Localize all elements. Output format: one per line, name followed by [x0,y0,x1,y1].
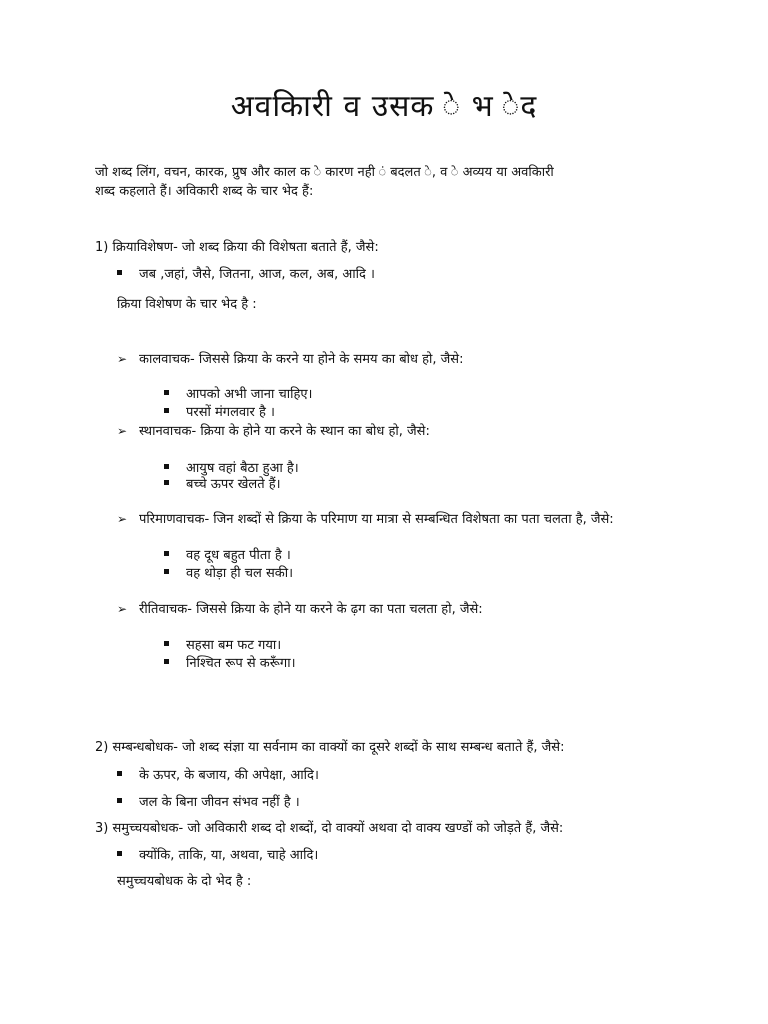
list-item [164,653,296,671]
section1-example: जब ,जहां, जैसे, जितना, आज, कल, अब, आदि । [139,267,375,282]
list-item [164,545,291,563]
example-text: वह दूध बहुत पीता है । [186,548,291,563]
type-label: रीतिवाचक- जिससे क्रिया के होने या करने के ढ़ग का पता चलता हो, जैसे: [139,602,483,617]
list-item [164,635,281,653]
example-text: जल के बिना जीवन संभव नहीं है । [139,795,300,810]
list-item [164,563,293,581]
square-bullet-icon [117,270,122,275]
type-heading-2 [117,421,430,439]
intro-line-2: शब्द कहलाते हैं। अविकारी शब्द के चार भेद हैं: [95,184,314,199]
square-bullet-icon [164,464,169,469]
square-bullet-icon [117,798,122,803]
arrow-bullet-icon: ➢ [117,512,128,526]
intro-line-1: जो शब्द लिंग, वचन, कारक, प्रुष और काल क े कारण नही ं बदलत े, व े अव्यय या अवकिारी [95,165,554,180]
section3-subheading: समुच्चयबोधक के दो भेद है : [117,874,252,889]
example-text: सहसा बम फट गया। [186,638,282,653]
square-bullet-icon [117,851,122,856]
type-label: स्थानवाचक- क्रिया के होने या करने के स्थान का बोध हो, जैसे: [139,424,430,439]
type-heading-1 [117,349,463,367]
type-label: कालवाचक- जिससे क्रिया के करने या होने के समय का बोध हो, जैसे: [139,352,464,367]
example-text: क्योंकि, ताकि, या, अथवा, चाहे आदि। [139,848,319,863]
example-text: वह थोड़ा ही चल सकी। [186,566,294,581]
section2-heading: 2) सम्बन्धबोधक- जो शब्द संज्ञा या सर्वनाम का वाक्यों का दूसरे शब्दों के साथ सम्बन्ध बताते हैं, जैसे: [95,740,565,755]
example-text: परसों मंगलवार है । [186,405,275,420]
section3-heading: 3) समुच्चयबोधक- जो अविकारी शब्द दो शब्दों, दो वाक्यों अथवा दो वाक्य खण्डों को जोड़ते हैं, जैसे: [95,821,564,836]
type-label: परिमाणवाचक- जिन शब्दों से क्रिया के परिमाण या मात्रा से सम्बन्धित विशेषता का पता चलता है, जैसे: [139,512,614,527]
example-text: निश्चित रूप से करूँगा। [186,656,296,671]
list-item [117,264,375,282]
section1-subheading: क्रिया विशेषण के चार भेद है : [117,297,257,312]
square-bullet-icon [164,551,169,556]
list-item [164,474,281,492]
arrow-bullet-icon: ➢ [117,352,128,366]
type-heading-4 [117,599,483,617]
list-item [117,845,318,863]
square-bullet-icon [164,408,169,413]
square-bullet-icon [164,641,169,646]
list-item [117,765,319,783]
example-text: आयुष वहां बैठा हुआ है। [186,461,299,476]
square-bullet-icon [117,771,122,776]
example-text: के ऊपर, के बजाय, की अपेक्षा, आदि। [139,768,319,783]
list-item [164,402,275,420]
section1-heading: 1) क्रियाविशेषण- जो शब्द क्रिया की विशेषता बताते हैं, जैसे: [95,240,379,255]
list-item [117,792,300,810]
square-bullet-icon [164,569,169,574]
example-text: आपको अभी जाना चाहिए। [186,387,313,402]
list-item [164,384,312,402]
type-heading-3 [117,509,614,527]
square-bullet-icon [164,659,169,664]
arrow-bullet-icon: ➢ [117,424,128,438]
page-title: अवकिारी व उसक े भ ेद [230,89,538,124]
arrow-bullet-icon: ➢ [117,602,128,616]
square-bullet-icon [164,390,169,395]
square-bullet-icon [164,480,169,485]
example-text: बच्चे ऊपर खेलते हैं। [186,477,281,492]
